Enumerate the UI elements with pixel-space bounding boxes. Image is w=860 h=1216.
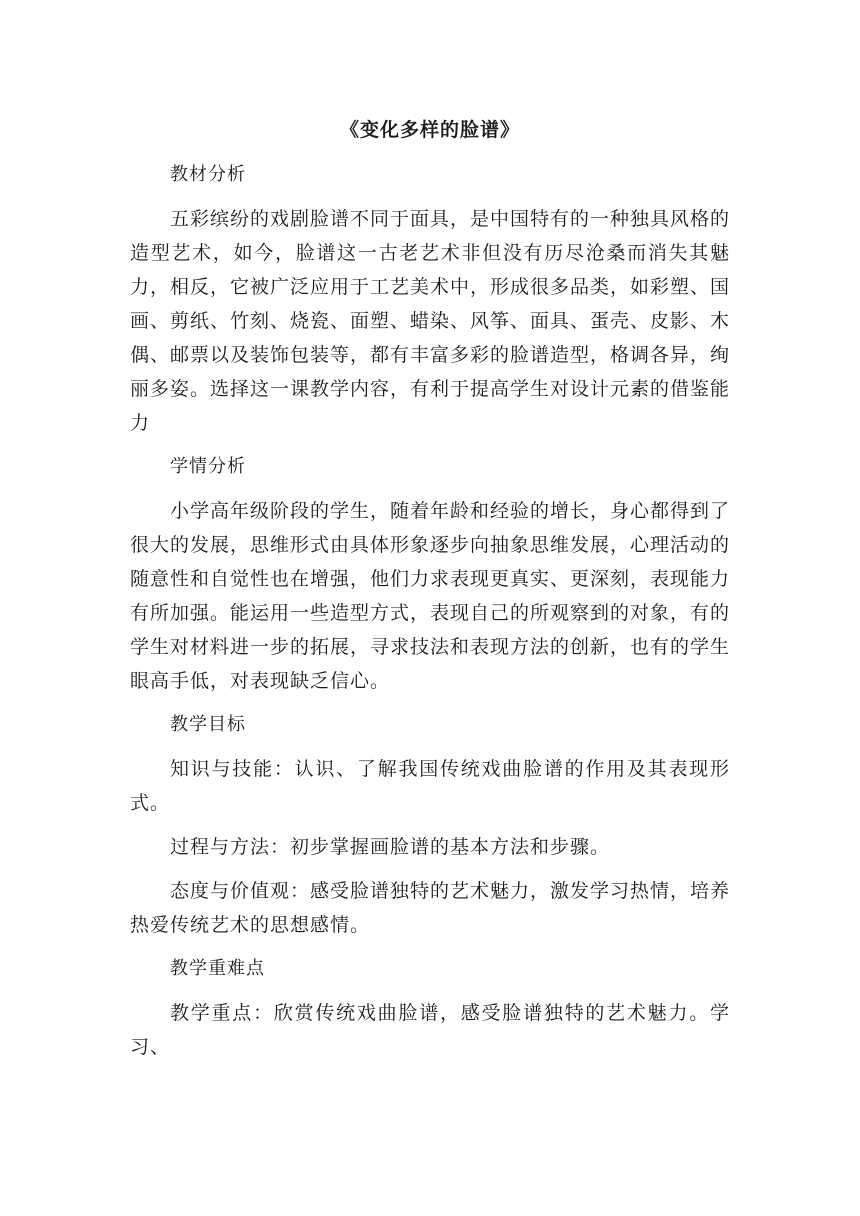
section-teaching-goals (130, 708, 730, 942)
paragraph: 态度与价值观：感受脸谱独特的艺术魅力，激发学习热情，培养热爱传统艺术的思想感情。 (130, 880, 731, 936)
document-body (130, 112, 730, 1074)
paragraph: 知识与技能：认识、了解我国传统戏曲脸谱的作用及其表现形式。 (130, 758, 730, 814)
paragraph: 五彩缤纷的戏剧脸谱不同于面具，是中国特有的一种独具风格的造型艺术，如今，脸谱这一古老艺术非但没有历尽沧桑而消失其魅力，相反，它被广泛应用于工艺美术中，形成很多品类，如彩塑、国画、剪纸、竹刻、烧瓷、面塑、蜡染、风筝、面具、蛋壳、皮影、木偶、邮票以及装饰包装等，都有丰富多彩的脸谱造型，格调各异，绚丽多姿。选择这一课教学内容，有利于提高学生对设计元素的借鉴能力 (130, 208, 731, 434)
paragraph: 过程与方法：初步掌握画脸谱的基本方法和步骤。 (170, 836, 611, 858)
section-heading: 学情分析 (170, 456, 246, 477)
section-heading: 教材分析 (170, 164, 246, 185)
paragraph: 小学高年级阶段的学生，随着年龄和经验的增长，身心都得到了很大的发展，思维形式由具体形象逐步向抽象思维发展，心理活动的随意性和自觉性也在增强，他们力求表现更真实、更深刻，表现能力有所加强。能运用一些造型方式，表现自己的所观察到的对象，有的学生对材料进一步的拓展，寻求技法和表现方法的创新，也有的学生眼高手低，对表现缺乏信心。 (130, 500, 731, 692)
section-textbook-analysis (130, 158, 730, 440)
section-student-analysis (130, 450, 730, 698)
section-key-points (130, 952, 730, 1064)
section-heading: 教学重难点 (170, 958, 265, 979)
section-heading: 教学目标 (170, 714, 246, 735)
document-title: 《变化多样的脸谱》 (339, 119, 520, 141)
paragraph: 教学重点：欣赏传统戏曲脸谱，感受脸谱独特的艺术魅力。学习、 (130, 1002, 730, 1058)
